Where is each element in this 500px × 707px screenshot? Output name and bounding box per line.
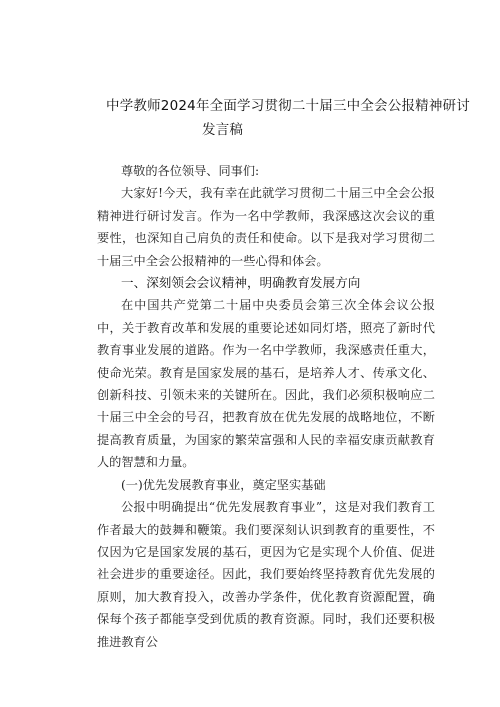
title-line-2: 发言稿 <box>202 122 244 138</box>
document-title <box>96 94 470 142</box>
intro-paragraph: 大家好!今天，我有幸在此就学习贯彻二十届三中全会公报精神进行研讨发言。作为一名中学教师，我深感这次会议的重要性，也深知自己肩负的责任和使命。以下是我对学习贯彻二十届三中全会公报精神的一些心得和体会。 <box>97 186 435 268</box>
section-heading-1: 一、深刻领会会议精神，明确教育发展方向 <box>121 275 361 291</box>
subsection-1-paragraph: 公报中明确提出“优先发展教育事业”，这是对我们教育工作者最大的鼓舞和鞭策。我们要深刻认识到教育的重要性，不仅因为它是国家发展的基石，更因为它是实现个人价值、促进社会进步的重要途径。因此，我们要始终坚持教育优先发展的原则，加大教育投入，改善办学条件，优化教育资源配置，确保每个孩子都能享受到优质的教育资源。同时，我们还要积极推进教育公 <box>97 500 435 649</box>
salutation: 尊敬的各位领导、同事们: <box>121 164 260 178</box>
section-1-paragraph: 在中国共产党第二十届中央委员会第三次全体会议公报中，关于教育改革和发展的重要论述如同灯塔，照亮了新时代教育事业发展的道路。作为一名中学教师，我深感责任重大，使命光荣。教育是国家发展的基石，是培养人才、传承文化、创新科技、引领未来的关键所在。因此，我们必须积极响应二十届三中全会的号召，把教育放在优先发展的战略地位，不断提高教育质量，为国家的繁荣富强和人民的幸福安康贡献教育人的智慧和力量。 <box>97 298 435 470</box>
subsection-heading-1: (一)优先发展教育事业，奠定坚实基础 <box>121 477 326 492</box>
title-line-1: 中学教师2024年全面学习贯彻二十届三中全会公报精神研讨 <box>106 98 470 114</box>
document-body <box>97 160 435 653</box>
